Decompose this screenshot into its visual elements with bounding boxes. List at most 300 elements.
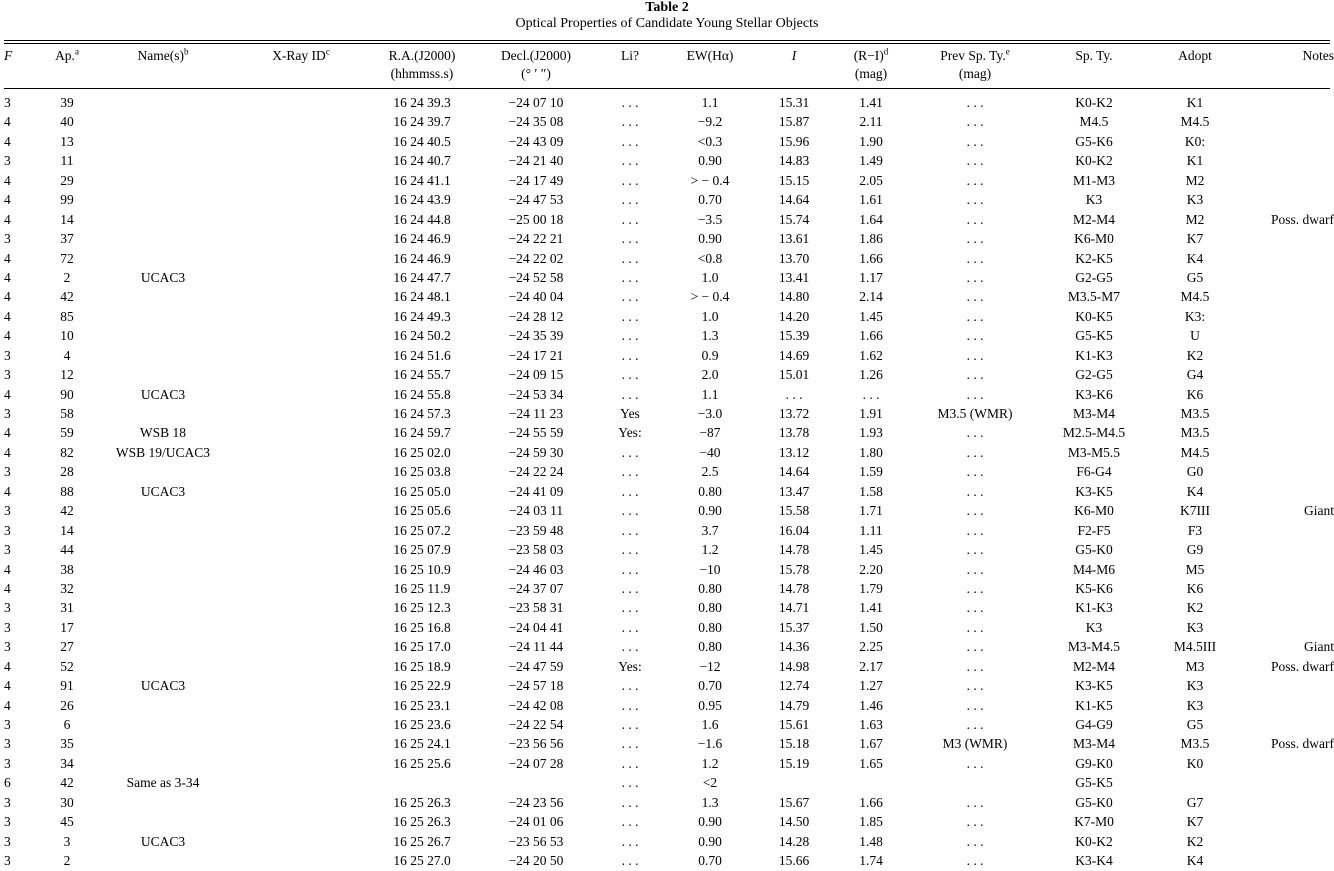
cell-li: . . .	[598, 190, 662, 209]
cell-ap: 6	[40, 715, 94, 734]
table-row	[0, 307, 1334, 326]
cell-ew: 1.2	[668, 540, 752, 559]
header-ap	[40, 47, 94, 65]
cell-adopt: K6	[1152, 385, 1238, 404]
cell-prev: . . .	[920, 229, 1030, 248]
cell-li: . . .	[598, 676, 662, 695]
cell-ew: 1.1	[668, 385, 752, 404]
cell-ra: 16 24 44.8	[366, 210, 478, 229]
cell-ew: 0.90	[668, 229, 752, 248]
cell-prev: . . .	[920, 754, 1030, 773]
cell-spty: G4-G9	[1036, 715, 1152, 734]
cell-li: . . .	[598, 598, 662, 617]
cell-ap: 31	[40, 598, 94, 617]
header-xray-label: X-Ray ID	[272, 48, 326, 63]
cell-dec: −24 40 04	[478, 287, 594, 306]
cell-dec: −24 17 21	[478, 346, 594, 365]
cell-prev: . . .	[920, 132, 1030, 151]
cell-ra: 16 25 26.7	[366, 832, 478, 851]
cell-i: 14.80	[758, 287, 830, 306]
cell-dec: −24 53 34	[478, 385, 594, 404]
cell-ri: 1.62	[830, 346, 912, 365]
cell-ew: −12	[668, 657, 752, 676]
table-row	[0, 132, 1334, 151]
cell-f: 4	[4, 112, 24, 131]
cell-ra: 16 25 24.1	[366, 734, 478, 753]
cell-f: 3	[4, 404, 24, 423]
cell-ap: 28	[40, 462, 94, 481]
cell-spty: M3-M5.5	[1036, 443, 1152, 462]
cell-ew: −3.0	[668, 404, 752, 423]
cell-ap: 29	[40, 171, 94, 190]
cell-ap: 42	[40, 501, 94, 520]
cell-ap: 39	[40, 93, 94, 112]
cell-li: . . .	[598, 326, 662, 345]
cell-dec: −24 22 21	[478, 229, 594, 248]
cell-dec: −24 41 09	[478, 482, 594, 501]
header-xray-note: c	[326, 47, 330, 57]
cell-dec: −24 28 12	[478, 307, 594, 326]
table-row	[0, 210, 1334, 229]
cell-ew: 0.9	[668, 346, 752, 365]
cell-i: 15.18	[758, 734, 830, 753]
cell-f: 3	[4, 734, 24, 753]
cell-dec: −23 56 53	[478, 832, 594, 851]
cell-prev: . . .	[920, 190, 1030, 209]
header-ri-label: (R−I)	[854, 48, 884, 63]
cell-ap: 37	[40, 229, 94, 248]
table-row	[0, 462, 1334, 481]
table-row	[0, 754, 1334, 773]
cell-li: . . .	[598, 521, 662, 540]
cell-ew: 2.5	[668, 462, 752, 481]
cell-adopt: F3	[1152, 521, 1238, 540]
cell-ri: 1.17	[830, 268, 912, 287]
cell-ra: 16 24 39.3	[366, 93, 478, 112]
cell-dec: −24 07 10	[478, 93, 594, 112]
table-row	[0, 385, 1334, 404]
cell-li: . . .	[598, 501, 662, 520]
cell-dec: −24 04 41	[478, 618, 594, 637]
cell-f: 4	[4, 696, 24, 715]
cell-ap: 17	[40, 618, 94, 637]
cell-adopt: G5	[1152, 715, 1238, 734]
cell-adopt: G5	[1152, 268, 1238, 287]
cell-prev: . . .	[920, 385, 1030, 404]
cell-f: 3	[4, 151, 24, 170]
cell-adopt: K3	[1152, 190, 1238, 209]
cell-adopt: M4.5III	[1152, 637, 1238, 656]
cell-adopt: K4	[1152, 249, 1238, 268]
cell-prev: . . .	[920, 171, 1030, 190]
cell-i: 15.78	[758, 560, 830, 579]
cell-li: . . .	[598, 443, 662, 462]
cell-prev: . . .	[920, 346, 1030, 365]
header-spty	[1036, 47, 1152, 65]
cell-f: 3	[4, 618, 24, 637]
cell-name: UCAC3	[100, 268, 226, 287]
table-row	[0, 637, 1334, 656]
table-row	[0, 832, 1334, 851]
top-rule-double	[4, 43, 1330, 44]
table-row	[0, 521, 1334, 540]
header-adopt-label: Adopt	[1178, 48, 1212, 63]
cell-ap: 90	[40, 385, 94, 404]
cell-prev: . . .	[920, 598, 1030, 617]
header-notes	[1250, 47, 1334, 65]
table-row	[0, 112, 1334, 131]
cell-ap: 35	[40, 734, 94, 753]
cell-f: 3	[4, 93, 24, 112]
cell-ap: 2	[40, 851, 94, 870]
cell-ew: −87	[668, 423, 752, 442]
table-row	[0, 793, 1334, 812]
cell-ap: 13	[40, 132, 94, 151]
cell-f: 4	[4, 676, 24, 695]
table-row	[0, 676, 1334, 695]
cell-ri: 2.14	[830, 287, 912, 306]
cell-li: Yes	[598, 404, 662, 423]
cell-li: . . .	[598, 151, 662, 170]
cell-adopt: M3.5	[1152, 404, 1238, 423]
cell-ra: 16 24 43.9	[366, 190, 478, 209]
cell-i: 15.87	[758, 112, 830, 131]
table-row	[0, 696, 1334, 715]
cell-f: 3	[4, 501, 24, 520]
cell-ew: 1.2	[668, 754, 752, 773]
cell-li: . . .	[598, 365, 662, 384]
cell-adopt: U	[1152, 326, 1238, 345]
cell-ap: 27	[40, 637, 94, 656]
cell-ra: 16 25 02.0	[366, 443, 478, 462]
cell-f: 4	[4, 657, 24, 676]
cell-spty: M2-M4	[1036, 210, 1152, 229]
cell-li: . . .	[598, 249, 662, 268]
cell-dec: −23 58 31	[478, 598, 594, 617]
cell-f: 3	[4, 832, 24, 851]
cell-dec: −24 03 11	[478, 501, 594, 520]
cell-prev: . . .	[920, 210, 1030, 229]
cell-adopt: G4	[1152, 365, 1238, 384]
header-ra	[366, 47, 478, 83]
cell-ra: 16 24 59.7	[366, 423, 478, 442]
cell-li: Yes:	[598, 423, 662, 442]
cell-dec: −24 11 44	[478, 637, 594, 656]
cell-name: UCAC3	[100, 482, 226, 501]
cell-spty: G5-K5	[1036, 773, 1152, 792]
cell-ap: 52	[40, 657, 94, 676]
cell-ri: 2.20	[830, 560, 912, 579]
cell-prev: . . .	[920, 365, 1030, 384]
header-f-label: F	[4, 48, 12, 63]
cell-notes: Giant	[1250, 637, 1334, 656]
cell-i: 14.78	[758, 579, 830, 598]
cell-prev: . . .	[920, 326, 1030, 345]
cell-ap: 59	[40, 423, 94, 442]
cell-i: 15.01	[758, 365, 830, 384]
cell-spty: K0-K2	[1036, 151, 1152, 170]
cell-ra: 16 25 05.0	[366, 482, 478, 501]
cell-li: . . .	[598, 812, 662, 831]
cell-ri: 1.91	[830, 404, 912, 423]
cell-prev: . . .	[920, 423, 1030, 442]
cell-ew: 0.90	[668, 832, 752, 851]
cell-ap: 82	[40, 443, 94, 462]
cell-i: 14.79	[758, 696, 830, 715]
cell-adopt: K1	[1152, 151, 1238, 170]
cell-ri: 2.25	[830, 637, 912, 656]
cell-f: 4	[4, 268, 24, 287]
cell-ew: 0.70	[668, 676, 752, 695]
cell-f: 4	[4, 560, 24, 579]
cell-ew: −3.5	[668, 210, 752, 229]
cell-spty: K3	[1036, 618, 1152, 637]
cell-spty: G5-K0	[1036, 540, 1152, 559]
cell-ap: 12	[40, 365, 94, 384]
cell-spty: M3-M4.5	[1036, 637, 1152, 656]
cell-ra: 16 25 22.9	[366, 676, 478, 695]
table-title: Table 2	[0, 0, 1334, 16]
cell-ri: 1.90	[830, 132, 912, 151]
cell-li: . . .	[598, 210, 662, 229]
cell-li: . . .	[598, 793, 662, 812]
cell-dec: −24 55 59	[478, 423, 594, 442]
table-row	[0, 268, 1334, 287]
cell-ri: 1.58	[830, 482, 912, 501]
cell-name: UCAC3	[100, 832, 226, 851]
cell-li: . . .	[598, 462, 662, 481]
cell-ap: 99	[40, 190, 94, 209]
cell-dec: −24 22 24	[478, 462, 594, 481]
cell-prev: . . .	[920, 268, 1030, 287]
cell-ri: 1.65	[830, 754, 912, 773]
cell-i: 14.64	[758, 190, 830, 209]
header-ri-note: d	[884, 47, 889, 57]
cell-f: 4	[4, 171, 24, 190]
cell-spty: M1-M3	[1036, 171, 1152, 190]
cell-ra: 16 25 12.3	[366, 598, 478, 617]
cell-ew: <2	[668, 773, 752, 792]
cell-li: . . .	[598, 93, 662, 112]
cell-prev: . . .	[920, 249, 1030, 268]
cell-adopt: K1	[1152, 93, 1238, 112]
cell-ap: 91	[40, 676, 94, 695]
cell-f: 4	[4, 132, 24, 151]
cell-i: 15.61	[758, 715, 830, 734]
cell-dec: −24 20 50	[478, 851, 594, 870]
cell-ap: 11	[40, 151, 94, 170]
header-rule	[4, 88, 1330, 89]
cell-ew: −9.2	[668, 112, 752, 131]
cell-ra: 16 25 23.6	[366, 715, 478, 734]
cell-spty: G2-G5	[1036, 365, 1152, 384]
cell-li: . . .	[598, 132, 662, 151]
cell-ri: 1.61	[830, 190, 912, 209]
cell-ew: 1.0	[668, 268, 752, 287]
cell-ri: 1.41	[830, 598, 912, 617]
table-row	[0, 443, 1334, 462]
table-header	[0, 47, 1334, 87]
cell-dec: −24 59 30	[478, 443, 594, 462]
cell-prev: . . .	[920, 715, 1030, 734]
cell-spty: M2-M4	[1036, 657, 1152, 676]
cell-li: . . .	[598, 112, 662, 131]
cell-dec: −24 43 09	[478, 132, 594, 151]
cell-ri: 1.74	[830, 851, 912, 870]
cell-spty: G9-K0	[1036, 754, 1152, 773]
cell-spty: K6-M0	[1036, 501, 1152, 520]
cell-li: . . .	[598, 229, 662, 248]
table-row	[0, 501, 1334, 520]
cell-prev: M3.5 (WMR)	[920, 404, 1030, 423]
header-ri	[830, 47, 912, 83]
cell-f: 4	[4, 210, 24, 229]
cell-notes: Poss. dwarf	[1250, 734, 1334, 753]
cell-f: 4	[4, 190, 24, 209]
cell-i: 12.74	[758, 676, 830, 695]
cell-li: . . .	[598, 734, 662, 753]
cell-dec: −24 22 02	[478, 249, 594, 268]
cell-ap: 10	[40, 326, 94, 345]
cell-ra: 16 25 16.8	[366, 618, 478, 637]
cell-i: 15.96	[758, 132, 830, 151]
cell-ra: 16 25 07.2	[366, 521, 478, 540]
cell-adopt: M2	[1152, 171, 1238, 190]
cell-i: 16.04	[758, 521, 830, 540]
cell-prev: . . .	[920, 443, 1030, 462]
cell-i: 13.47	[758, 482, 830, 501]
cell-i: 15.39	[758, 326, 830, 345]
cell-adopt: K3	[1152, 676, 1238, 695]
cell-i: 15.67	[758, 793, 830, 812]
cell-spty: K6-M0	[1036, 229, 1152, 248]
cell-dec: −24 07 28	[478, 754, 594, 773]
cell-dec: −24 23 56	[478, 793, 594, 812]
cell-i: 14.28	[758, 832, 830, 851]
cell-prev: . . .	[920, 521, 1030, 540]
cell-ap: 45	[40, 812, 94, 831]
cell-f: 3	[4, 229, 24, 248]
cell-ew: 0.80	[668, 482, 752, 501]
table-row	[0, 249, 1334, 268]
table-row	[0, 365, 1334, 384]
cell-ap: 58	[40, 404, 94, 423]
table-row	[0, 423, 1334, 442]
cell-f: 3	[4, 598, 24, 617]
cell-ra: 16 24 41.1	[366, 171, 478, 190]
cell-dec: −24 21 40	[478, 151, 594, 170]
cell-prev: . . .	[920, 560, 1030, 579]
cell-ew: 1.1	[668, 93, 752, 112]
header-ap-note: a	[75, 47, 79, 57]
cell-ew: 0.80	[668, 598, 752, 617]
cell-adopt: K3	[1152, 618, 1238, 637]
cell-name: WSB 19/UCAC3	[100, 443, 226, 462]
cell-name: WSB 18	[100, 423, 226, 442]
cell-ew: 0.90	[668, 151, 752, 170]
cell-li: . . .	[598, 268, 662, 287]
cell-li: . . .	[598, 618, 662, 637]
cell-spty: K1-K3	[1036, 598, 1152, 617]
cell-f: 3	[4, 346, 24, 365]
cell-spty: M3-M4	[1036, 404, 1152, 423]
header-ra-unit: (hhmmss.s)	[391, 66, 454, 81]
cell-li: . . .	[598, 307, 662, 326]
cell-adopt: G7	[1152, 793, 1238, 812]
cell-dec: −24 11 23	[478, 404, 594, 423]
cell-ap: 44	[40, 540, 94, 559]
cell-adopt: K2	[1152, 598, 1238, 617]
cell-adopt: M4.5	[1152, 443, 1238, 462]
cell-i: 15.66	[758, 851, 830, 870]
cell-f: 4	[4, 326, 24, 345]
cell-prev: . . .	[920, 307, 1030, 326]
cell-ap: 40	[40, 112, 94, 131]
header-ew	[668, 47, 752, 65]
cell-ew: −40	[668, 443, 752, 462]
header-li-label: Li?	[621, 48, 639, 63]
cell-ra: 16 25 17.0	[366, 637, 478, 656]
cell-ew: −10	[668, 560, 752, 579]
header-adopt	[1152, 47, 1238, 65]
table-row	[0, 598, 1334, 617]
cell-i: 15.31	[758, 93, 830, 112]
cell-f: 3	[4, 462, 24, 481]
cell-li: . . .	[598, 696, 662, 715]
cell-ew: 0.80	[668, 618, 752, 637]
table-row	[0, 482, 1334, 501]
cell-ri: 1.59	[830, 462, 912, 481]
cell-dec: −24 46 03	[478, 560, 594, 579]
cell-ri: 1.50	[830, 618, 912, 637]
cell-dec: −24 47 53	[478, 190, 594, 209]
cell-prev: . . .	[920, 93, 1030, 112]
cell-ra: 16 25 27.0	[366, 851, 478, 870]
cell-spty: G5-K5	[1036, 326, 1152, 345]
cell-notes: Poss. dwarf	[1250, 210, 1334, 229]
cell-prev: . . .	[920, 462, 1030, 481]
cell-adopt: M4.5	[1152, 112, 1238, 131]
cell-prev: . . .	[920, 482, 1030, 501]
cell-adopt: K7	[1152, 812, 1238, 831]
cell-prev: . . .	[920, 501, 1030, 520]
cell-ap: 88	[40, 482, 94, 501]
cell-li: . . .	[598, 482, 662, 501]
cell-f: 4	[4, 307, 24, 326]
cell-f: 4	[4, 579, 24, 598]
cell-ap: 30	[40, 793, 94, 812]
header-li	[598, 47, 662, 65]
header-notes-label: Notes	[1303, 48, 1334, 63]
header-spty-label: Sp. Ty.	[1075, 48, 1112, 63]
table-row	[0, 734, 1334, 753]
cell-dec: −24 01 06	[478, 812, 594, 831]
table-row	[0, 773, 1334, 792]
cell-i: 15.58	[758, 501, 830, 520]
cell-ra: 16 25 03.8	[366, 462, 478, 481]
cell-adopt: K2	[1152, 346, 1238, 365]
table-row	[0, 579, 1334, 598]
cell-spty: G2-G5	[1036, 268, 1152, 287]
cell-f: 4	[4, 385, 24, 404]
cell-f: 3	[4, 521, 24, 540]
cell-i: 15.74	[758, 210, 830, 229]
cell-dec: −24 37 07	[478, 579, 594, 598]
cell-li: . . .	[598, 851, 662, 870]
cell-ap: 3	[40, 832, 94, 851]
cell-spty: K3-K4	[1036, 851, 1152, 870]
cell-prev: . . .	[920, 618, 1030, 637]
